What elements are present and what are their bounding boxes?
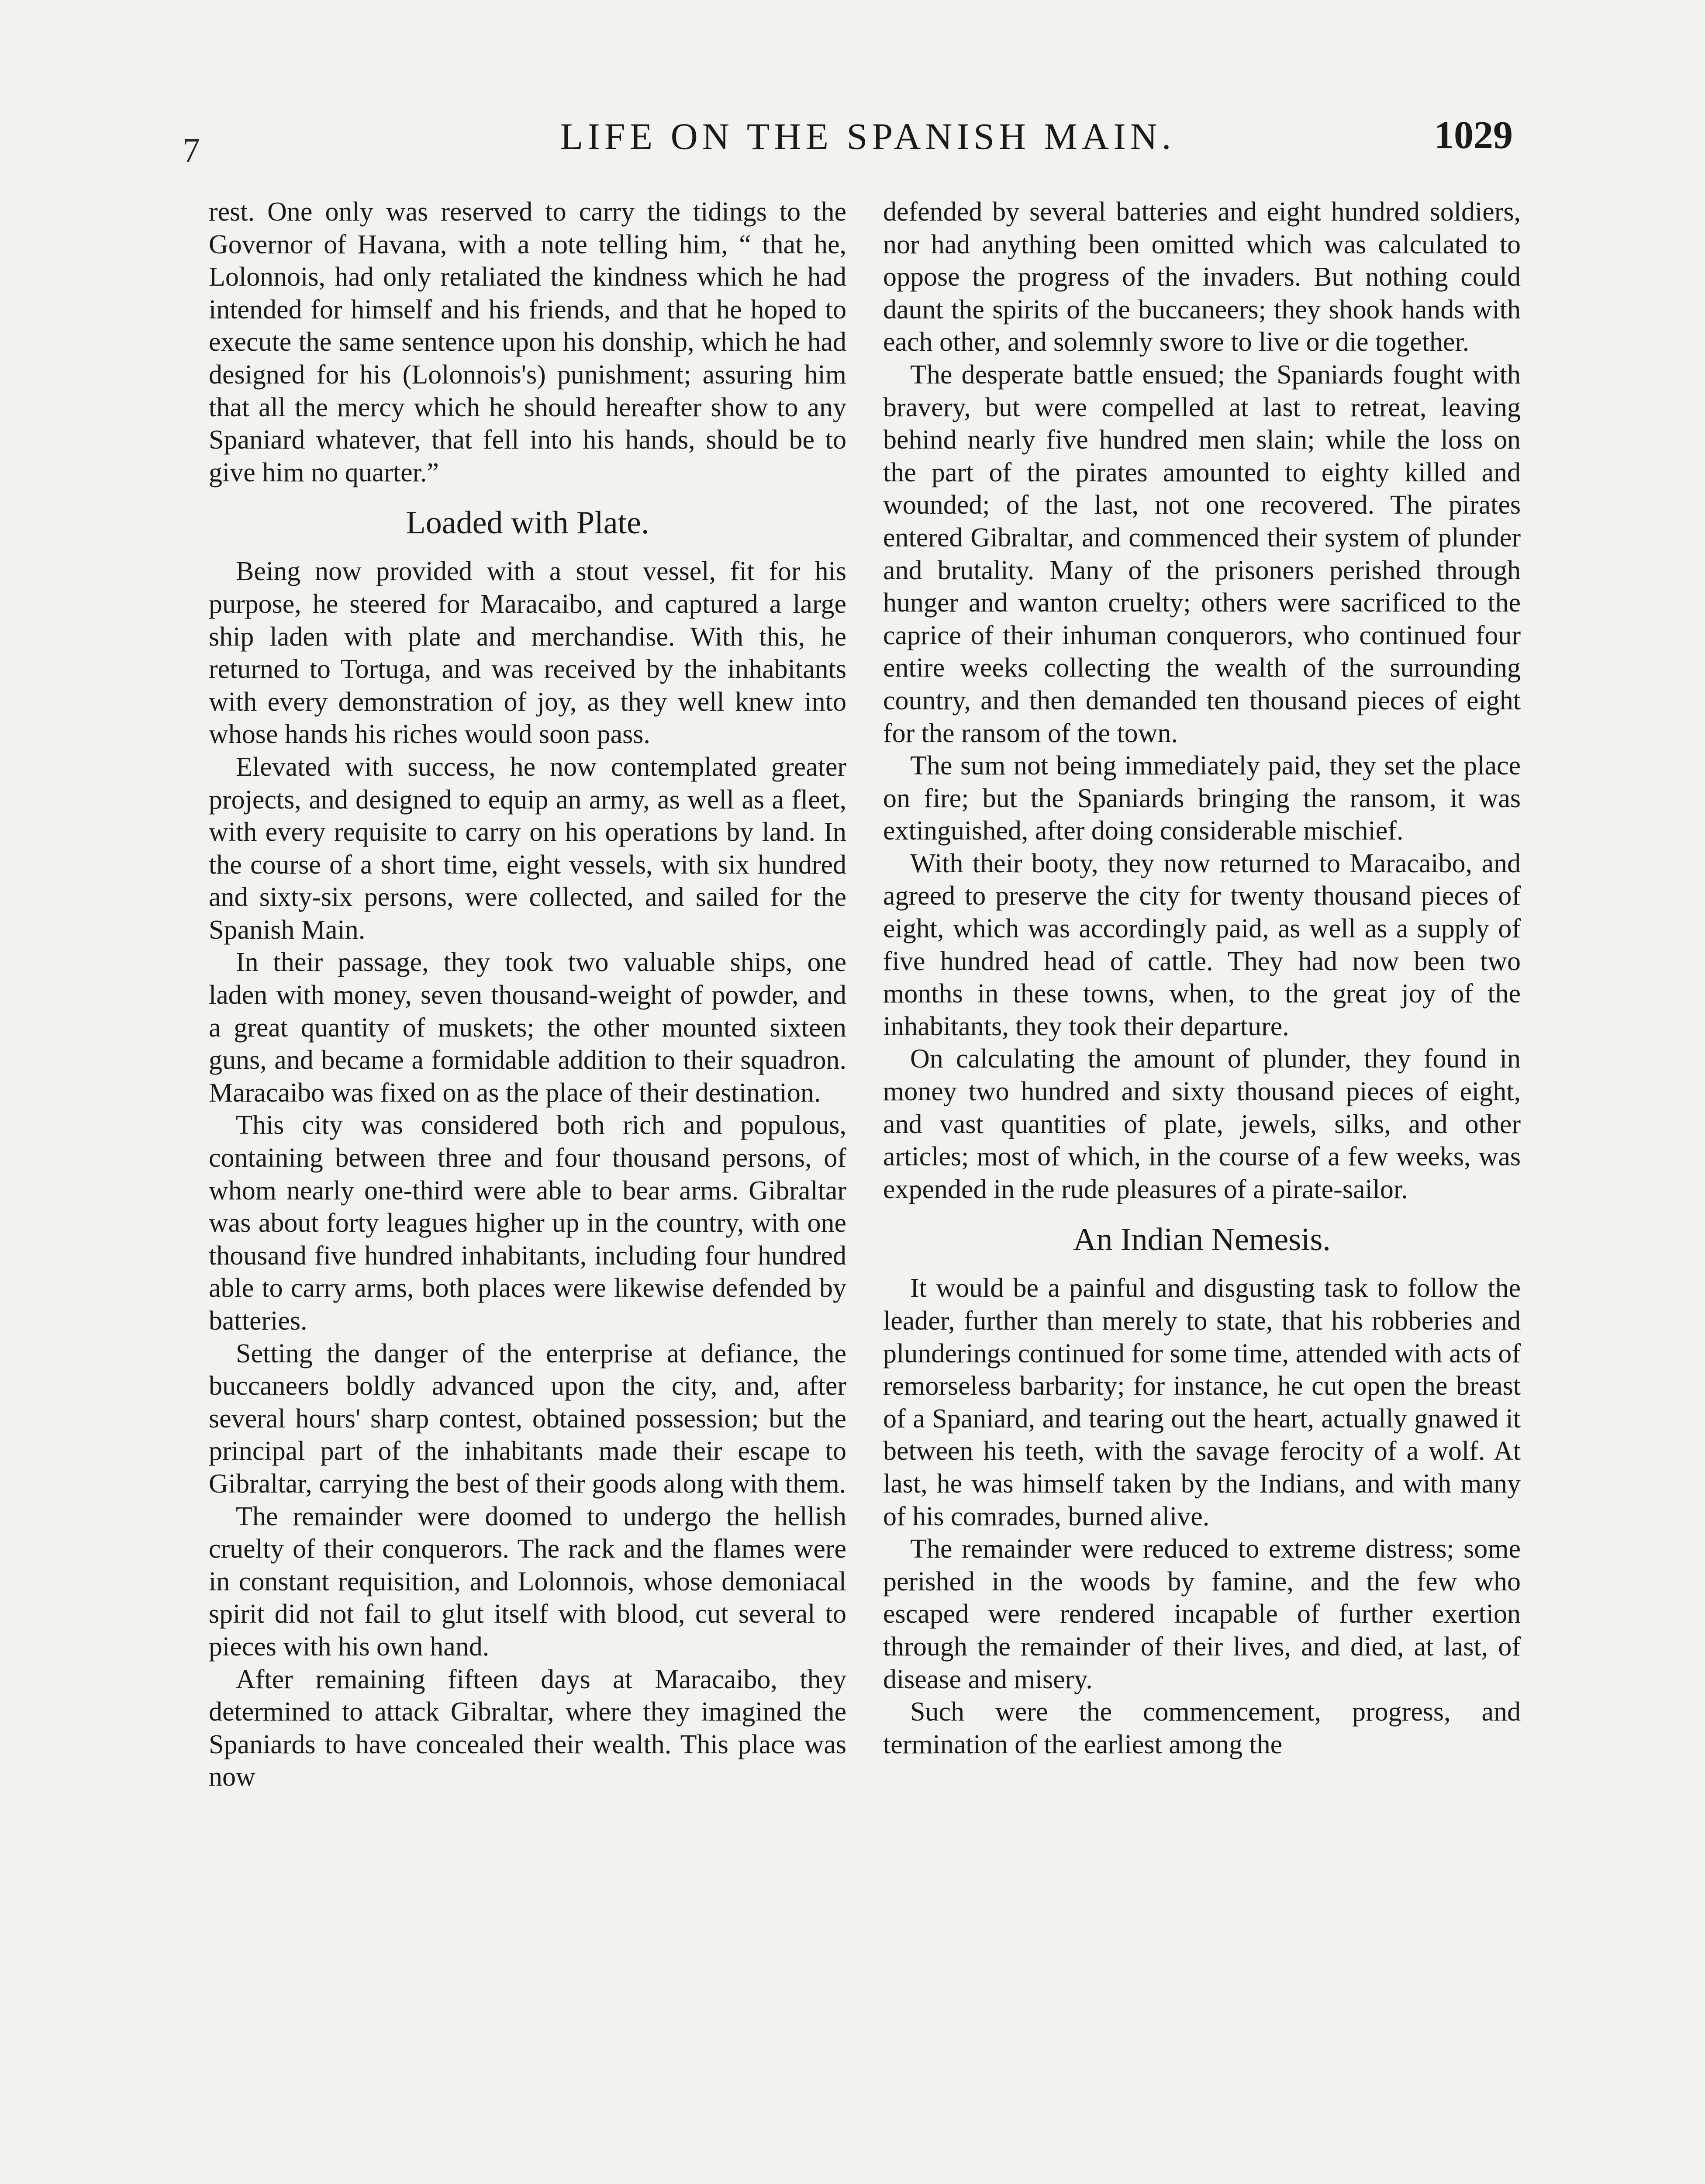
right-column: [883, 196, 1521, 1761]
paragraph: The desperate battle ensued; the Spaniards fought with bravery, but were compelled at last to retreat, leaving behind nearly five hundred men slain; while the loss on the part of the pirates amounted to eighty killed and wounded; of the last, not one recovered. The pirates entered Gibraltar, and commenced their system of plunder and brutality. Many of the prisoners perished through hunger and wanton cruelty; others were sacrificed to the caprice of their inhuman conquerors, who continued four entire weeks collecting the wealth of the surrounding country, and then demanded ten thousand pieces of eight for the ransom of the town.: [883, 359, 1521, 748]
running-title: LIFE ON THE SPANISH MAIN.: [560, 115, 1176, 157]
paragraph: The remainder were doomed to undergo the hellish cruelty of their conquerors. The rack and the flames were in constant requisition, and Lolonnois, whose demoniacal spirit did not fail to glut itself with blood, cut several to pieces with his own hand.: [209, 1501, 846, 1662]
paragraph: In their passage, they took two valuable ships, one laden with money, seven thousand-weight of powder, and a great quantity of muskets; the other mounted sixteen guns, and became a formidable addition to their squadron. Maracaibo was fixed on as the place of their destination.: [209, 947, 846, 1108]
section-heading: An Indian Nemesis.: [1073, 1222, 1331, 1258]
paragraph: Setting the danger of the enterprise at defiance, the buccaneers boldly advanced upon the city, and, after several hours' sharp contest, obtained possession; but the principal part of the inhabitants made their escape to Gibraltar, carrying the best of their goods along with them.: [209, 1338, 846, 1499]
paragraph: defended by several batteries and eight hundred soldiers, nor had anything been omitted which was calculated to oppose the progress of the invaders. But nothing could daunt the spirits of the buccaneers; they shook hands with each other, and solemnly swore to live or die together.: [883, 197, 1521, 357]
paragraph: Elevated with success, he now contemplated greater projects, and designed to equip an army, as well as a fleet, with every requisite to carry on his operations by land. In the course of a short time, eight vessels, with six hundred and sixty-six persons, were collected, and sailed for the Spanish Main.: [209, 752, 846, 945]
paragraph: With their booty, they now returned to Maracaibo, and agreed to preserve the city for twenty thousand pieces of eight, which was accordingly paid, as well as a supply of five hundred head of cattle. They had now been two months in these towns, when, to the great joy of the inhabitants, they took their departure.: [883, 848, 1521, 1041]
paragraph: This city was considered both rich and populous, containing between three and four thousand persons, of whom nearly one-third were able to bear arms. Gibraltar was about forty leagues higher up in the country, with one thousand five hundred inhabitants, including four hundred able to carry arms, both places were likewise defended by batteries.: [209, 1110, 846, 1336]
paragraph: rest. One only was reserved to carry the tidings to the Governor of Havana, with a note telling him, “ that he, Lolonnois, had only retaliated the kindness which he had intended for himself and his friends, and that he hoped to execute the same sentence upon his donship, which he had designed for his (Lolonnois's) punishment; assuring him that all the mercy which he should hereafter show to any Spaniard whatever, that fell into his hands, should be to give him no quarter.”: [209, 197, 846, 487]
section-heading: Loaded with Plate.: [406, 505, 649, 541]
paragraph: After remaining fifteen days at Maracaibo, they determined to attack Gibraltar, where they imagined the Spaniards to have concealed their wealth. This place was now: [209, 1664, 846, 1792]
margin-mark: 7: [183, 131, 200, 170]
paragraph: Such were the commencement, progress, and termination of the earliest among the: [883, 1697, 1521, 1759]
paragraph: The sum not being immediately paid, they set the place on fire; but the Spaniards bringing the ransom, it was extinguished, after doing considerable mischief.: [883, 751, 1521, 846]
left-column: [209, 196, 846, 1794]
paragraph: The remainder were reduced to extreme distress; some perished in the woods by famine, and the few who escaped were rendered incapable of further exertion through the remainder of their lives, and died, at last, of disease and misery.: [883, 1534, 1521, 1694]
page-number: 1029: [1434, 114, 1513, 157]
paragraph: It would be a painful and disgusting task to follow the leader, further than merely to state, that his robberies and plunderings continued for some time, attended with acts of remorseless barbarity; for instance, he cut open the breast of a Spaniard, and tearing out the heart, actually gnawed it between his teeth, with the savage ferocity of a wolf. At last, he was himself taken by the Indians, and with many of his comrades, burned alive.: [883, 1273, 1521, 1531]
paragraph: Being now provided with a stout vessel, fit for his purpose, he steered for Maracaibo, and captured a large ship laden with plate and merchandise. With this, he returned to Tortuga, and was received by the inhabitants with every demonstration of joy, as they well knew into whose hands his riches would soon pass.: [209, 556, 846, 750]
paragraph: On calculating the amount of plunder, they found in money two hundred and sixty thousand pieces of eight, and vast quantities of plate, jewels, silks, and other articles; most of which, in the course of a few weeks, was expended in the rude pleasures of a pirate-sailor.: [883, 1044, 1521, 1204]
